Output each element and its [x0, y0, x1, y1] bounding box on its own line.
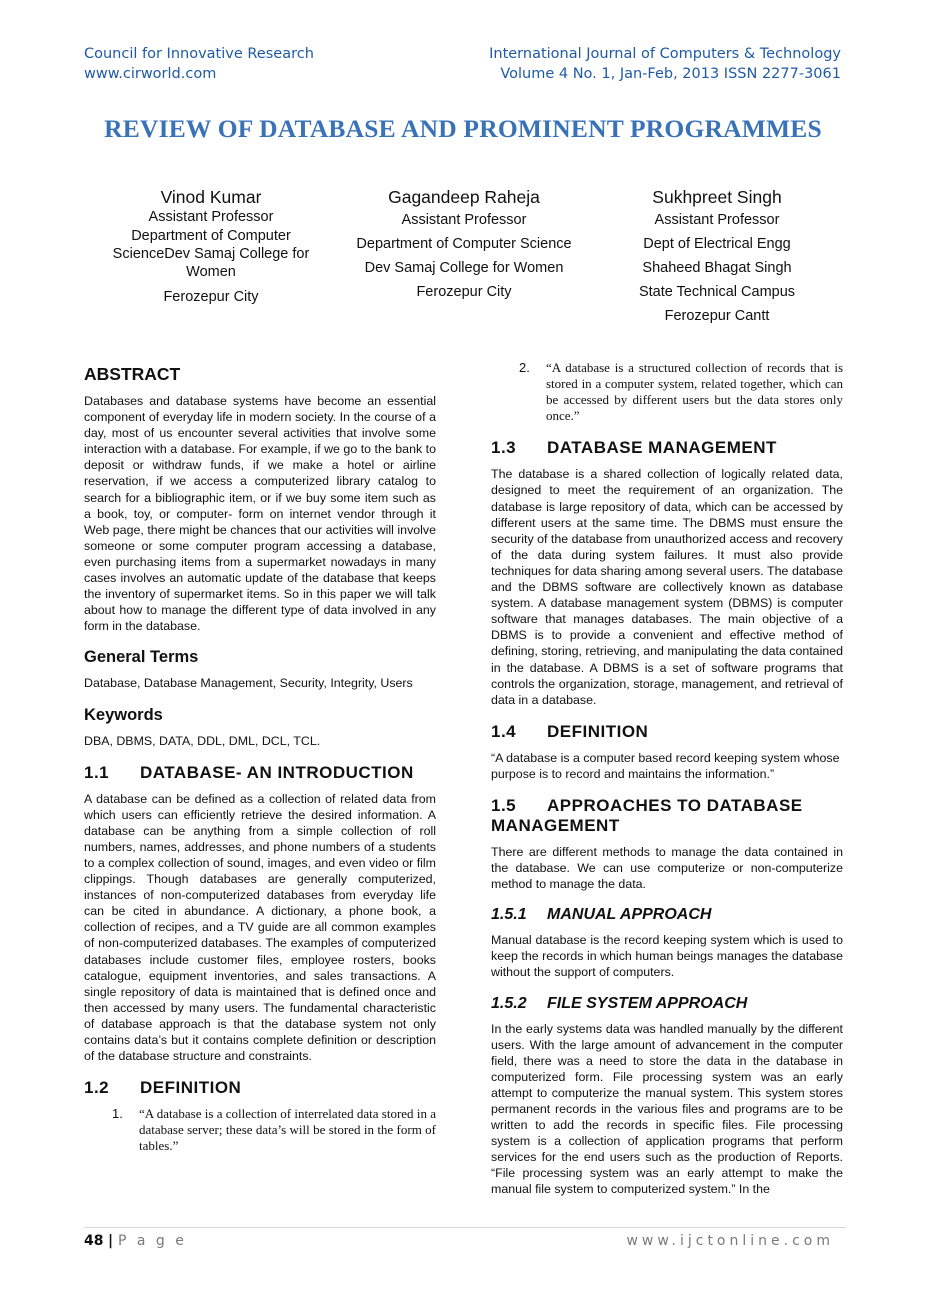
author-role: Assistant Professor — [148, 209, 274, 225]
author-city: Ferozepur Cantt — [664, 308, 770, 324]
author-block-1 — [96, 186, 326, 309]
list-number: 2. — [519, 360, 530, 375]
journal-header-right — [489, 44, 841, 84]
definition-list-item — [112, 1106, 436, 1154]
footer-divider — [84, 1227, 846, 1228]
section-title: DATABASE MANAGEMENT — [547, 438, 777, 458]
author-college: Shaheed Bhagat Singh — [642, 260, 792, 276]
section-heading-1-1 — [84, 763, 436, 783]
author-city: Ferozepur City — [416, 284, 512, 300]
author-dept: Department of Computer ScienceDev Samaj College for Women — [112, 228, 310, 280]
author-role: Assistant Professor — [401, 212, 527, 228]
journal-volume: Volume 4 No. 1, Jan-Feb, 2013 ISSN 2277-3061 — [500, 66, 841, 82]
subsection-1-5-1-text: Manual database is the record keeping system which is used to keep the records in which human beings manages the database without the support of computers. — [491, 933, 843, 980]
abstract-text: Databases and database systems have become an essential component of everyday life in modern society. In the course of a day, most of us encounter several activities that involve some interaction with a database. For example, if we go to the bank to deposit or withdraw funds, if we make a hotel or airline reservation, if we access a computerized library catalog to search for a bibliographic item, or if we buy some item such as a book, toy, or computer- form on internet vendor through it Web page, there might be chances that our activities will involve someone or some computer program accessing a database, even purchasing items from a supermarket nowadays in many cases involves an automatic update of the database that keeps the inventory of supermarket items. So in this paper we will talk about how to manage the different type of data involved in any form in the database. — [84, 394, 436, 634]
author-block-3 — [616, 186, 818, 328]
author-dept: Department of Computer Science — [356, 236, 572, 252]
keywords-text: DBA, DBMS, DATA, DDL, DML, DCL, TCL. — [84, 733, 321, 748]
subsection-title: MANUAL APPROACH — [547, 906, 712, 924]
subsection-number: 1.5.2 — [491, 994, 527, 1012]
subsection-heading-1-5-1 — [491, 906, 843, 924]
publisher-url[interactable]: www.cirworld.com — [84, 66, 217, 82]
author-role: Assistant Professor — [654, 212, 780, 228]
section-1-5-text: There are different methods to manage the data contained in the database. We can use computerize or non-computerize method to manage the data. — [491, 844, 843, 892]
section-heading-1-4 — [491, 722, 843, 742]
subsection-heading-1-5-2 — [491, 995, 843, 1013]
general-terms-text: Database, Database Management, Security, Integrity, Users — [84, 676, 413, 691]
section-number: 1.3 — [491, 438, 517, 458]
section-heading-1-5 — [491, 796, 843, 836]
section-1-4-text: “A database is a computer based record keeping system whose purpose is to record and maintains the information.” — [491, 750, 840, 781]
section-number: 1.4 — [491, 721, 517, 741]
journal-header-left — [84, 44, 314, 84]
journal-name: International Journal of Computers & Technology — [489, 46, 841, 62]
author-college: Dev Samaj College for Women — [364, 260, 564, 276]
definition-text: “A database is a structured collection of records that is stored in a computer system, related together, which can be accessed by different users but the data stores only once.” — [546, 360, 843, 424]
author-campus: State Technical Campus — [638, 284, 796, 300]
subsection-1-5-2-text: In the early systems data was handled manually by the different users. With the large amount of advancement in the computer field, there was a need to store the data in the database in computerized form. File processing system was an early attempt to computerize the manual system. This system stores permanent records in the various files and programs are to be written to add the records in specific files. File processing system is a collection of application programs that perform services for the end users such as the production of Reports. “File processing system was an early attempt to make the manual file system to computerized system.” In the — [491, 1021, 843, 1197]
section-number: 1.2 — [84, 1078, 110, 1098]
section-1-1-text: A database can be defined as a collection of related data from which users can efficiently retrieve the desired information. A database can be anything from a simple collection of roll numbers, names, addresses, and phone numbers of a students to a complex collection of sound, images, and even video or film clippings. Though databases are generally computerized, instances of non-computerized databases from everyday life can be cited in abundance. A dictionary, a phone book, a collection of recipes, and a TV guide are all common examples of non-computerized databases. The examples of computerized databases include customer files, employee rosters, books catalogue, equipment inventories, and sales transactions. A single repository of data is maintained that is defined once and then accessed by many users. The fundamental characteristic of database approach is that the database system not only contains data’s but it contains complete definition or description of the database structure and constraints. — [84, 791, 436, 1064]
section-title: DEFINITION — [140, 1078, 242, 1098]
general-terms-heading: General Terms — [84, 648, 199, 667]
author-block-2 — [344, 186, 584, 304]
definition-text: “A database is a collection of interrelated data stored in a database server; these data’s will be stored in the form of tables.” — [139, 1106, 436, 1154]
section-title-cont: MANAGEMENT — [491, 815, 620, 835]
author-dept: Dept of Electrical Engg — [643, 236, 791, 252]
abstract-heading: ABSTRACT — [84, 364, 181, 384]
right-column — [491, 360, 843, 1198]
author-name: Gagandeep Raheja — [388, 187, 540, 207]
section-1-3-text: The database is a shared collection of logically related data, designed to meet the requirement of an organization. The database is large repository of data, which can be accessed by different users at the same time. The DBMS must ensure the security of the database from unauthorized access and recovery of the data during system failures. It must also provide techniques for data sharing among several users. The database and the DBMS software are collectively known as database system. A database management system (DBMS) is computer software that manages databases. The main objective of a DBMS is to provide a convenient and effective method of defining, storing, retrieving, and manipulating the data contained in the database. A DBMS is a set of software programs that controls the organization, storage, management, and retrieval of data in a database. — [491, 467, 843, 707]
paper-title: REVIEW OF DATABASE AND PROMINENT PROGRAMMES — [104, 114, 822, 143]
page-label: P a g e — [117, 1233, 187, 1249]
publisher-name: Council for Innovative Research — [84, 46, 314, 62]
subsection-title: FILE SYSTEM APPROACH — [547, 994, 748, 1012]
footer-website[interactable]: www.ijctonline.com — [626, 1233, 834, 1249]
author-name: Sukhpreet Singh — [652, 187, 782, 207]
section-heading-1-2 — [84, 1078, 436, 1098]
author-name: Vinod Kumar — [160, 187, 262, 207]
author-city: Ferozepur City — [163, 289, 259, 305]
keywords-heading: Keywords — [84, 705, 163, 724]
definition-list-item — [519, 360, 843, 424]
section-number: 1.5 — [491, 795, 517, 815]
page-number: 48 — [84, 1233, 104, 1249]
section-number: 1.1 — [84, 762, 110, 782]
section-title: APPROACHES TO DATABASE — [547, 795, 803, 815]
section-heading-1-3 — [491, 438, 843, 458]
list-number: 1. — [112, 1106, 123, 1122]
page-footer: 48 | P a g e — [84, 1233, 187, 1249]
section-title: DATABASE- AN INTRODUCTION — [140, 762, 414, 782]
left-column — [84, 360, 436, 1154]
section-title: DEFINITION — [547, 721, 649, 741]
subsection-number: 1.5.1 — [491, 906, 527, 924]
